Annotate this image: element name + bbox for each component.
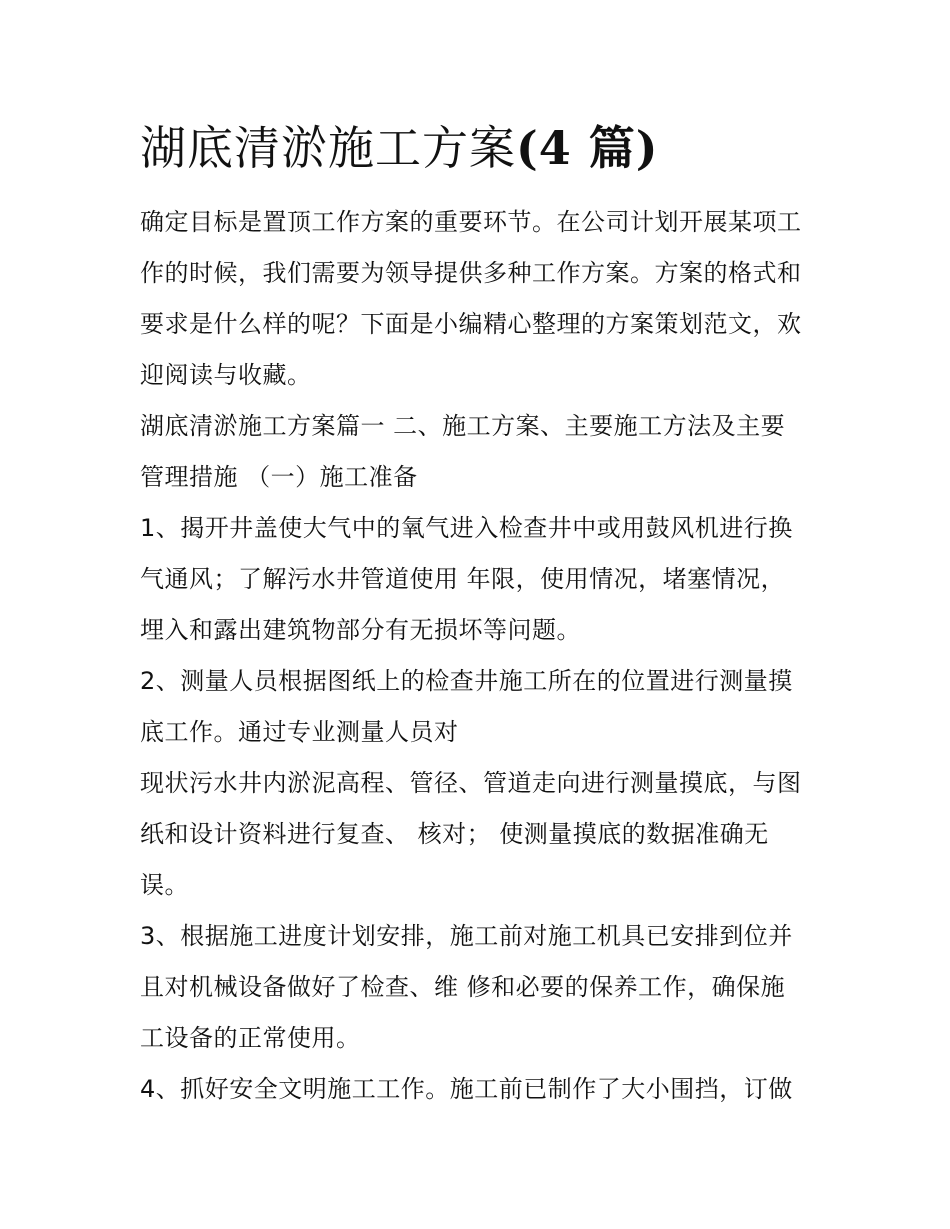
intro-line-4: 迎阅读与收藏。 xyxy=(140,361,312,389)
item-2-line-3: 现状污水井内淤泥高程、管径、管道走向进行测量摸底，与图 xyxy=(140,769,802,797)
item-1-line-2: 气通风；了解污水井管道使用 年限，使用情况，堵塞情况， xyxy=(140,565,786,593)
document-title-suffix: (4 篇) xyxy=(516,121,659,175)
item-3-line-1: 3、根据施工进度计划安排，施工前对施工机具已安排到位并 xyxy=(140,922,793,950)
item-2-line-5: 误。 xyxy=(140,871,189,899)
item-4-line-1: 4、抓好安全文明施工工作。施工前已制作了大小围挡，订做 xyxy=(140,1075,793,1103)
intro-line-1: 确定目标是置顶工作方案的重要环节。在公司计划开展某项工 xyxy=(140,208,802,236)
document-title xyxy=(140,118,659,178)
item-1-line-1: 1、揭开井盖使大气中的氧气进入检查井中或用鼓风机进行换 xyxy=(140,514,793,542)
item-2-line-2: 底工作。通过专业测量人员对 xyxy=(140,718,459,746)
section-heading-line-2: 管理措施 （一）施工准备 xyxy=(140,463,418,491)
item-3-line-2: 且对机械设备做好了检查、维 修和必要的保养工作，确保施 xyxy=(140,973,786,1001)
item-2-line-4: 纸和设计资料进行复查、 核对； 使测量摸底的数据准确无 xyxy=(140,820,769,848)
intro-line-2: 作的时候，我们需要为领导提供多种工作方案。方案的格式和 xyxy=(140,259,802,287)
item-1-line-3: 埋入和露出建筑物部分有无损坏等问题。 xyxy=(140,616,581,644)
intro-line-3: 要求是什么样的呢？下面是小编精心整理的方案策划范文，欢 xyxy=(140,310,802,338)
item-2-line-1: 2、测量人员根据图纸上的检查井施工所在的位置进行测量摸 xyxy=(140,667,793,695)
document-title-main: 湖底清淤施工方案 xyxy=(140,121,516,175)
item-3-line-3: 工设备的正常使用。 xyxy=(140,1024,361,1052)
section-heading-line-1: 湖底清淤施工方案篇一 二、施工方案、主要施工方法及主要 xyxy=(140,412,786,440)
